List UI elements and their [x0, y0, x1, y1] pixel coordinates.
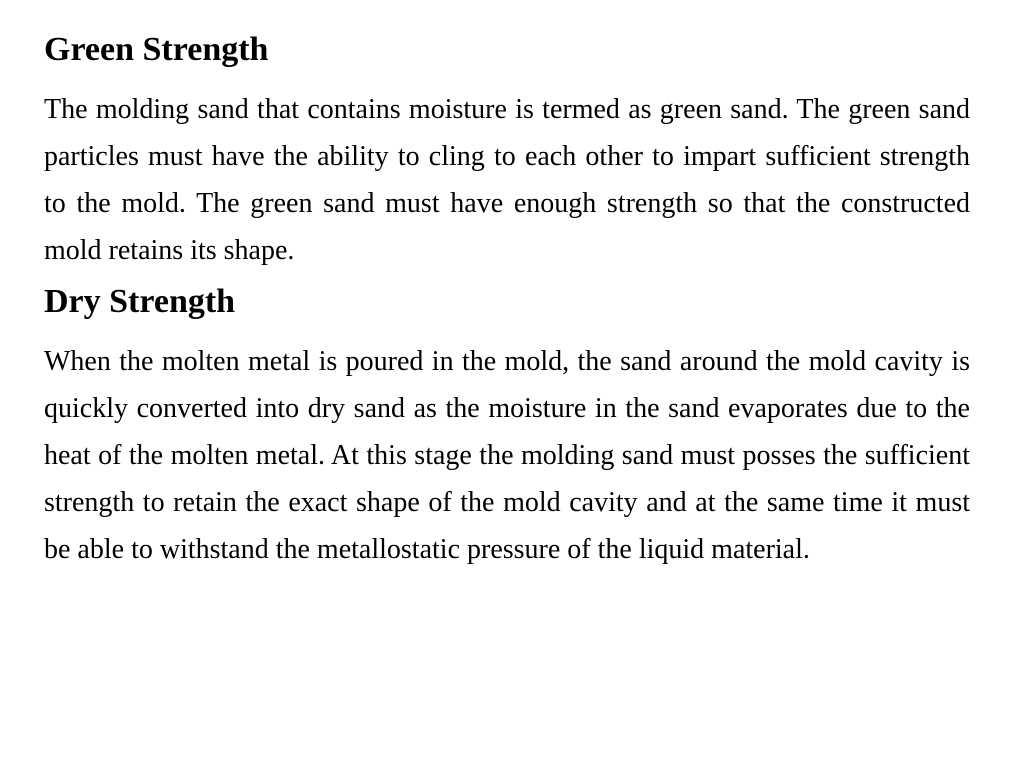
- section-paragraph-dry-strength: When the molten metal is poured in the mold, the sand around the mold cavity is quickly converted into dry sand as the moisture in the sand evaporates due to the heat of the molten metal. At this stage the molding sand must posses the sufficient strength to retain the exact shape of the mold cavity and at the same time it must be able to withstand the metallostatic pressure of the liquid material.: [44, 346, 970, 565]
- section-heading-green-strength: Green Strength: [44, 31, 269, 68]
- section-heading-dry-strength: Dry Strength: [44, 283, 236, 320]
- section-paragraph-green-strength: The molding sand that contains moisture is termed as green sand. The green sand particles must have the ability to cling to each other to impart sufficient strength to the mold. The green sand must have enough strength so that the constructed mold retains its shape.: [44, 94, 970, 266]
